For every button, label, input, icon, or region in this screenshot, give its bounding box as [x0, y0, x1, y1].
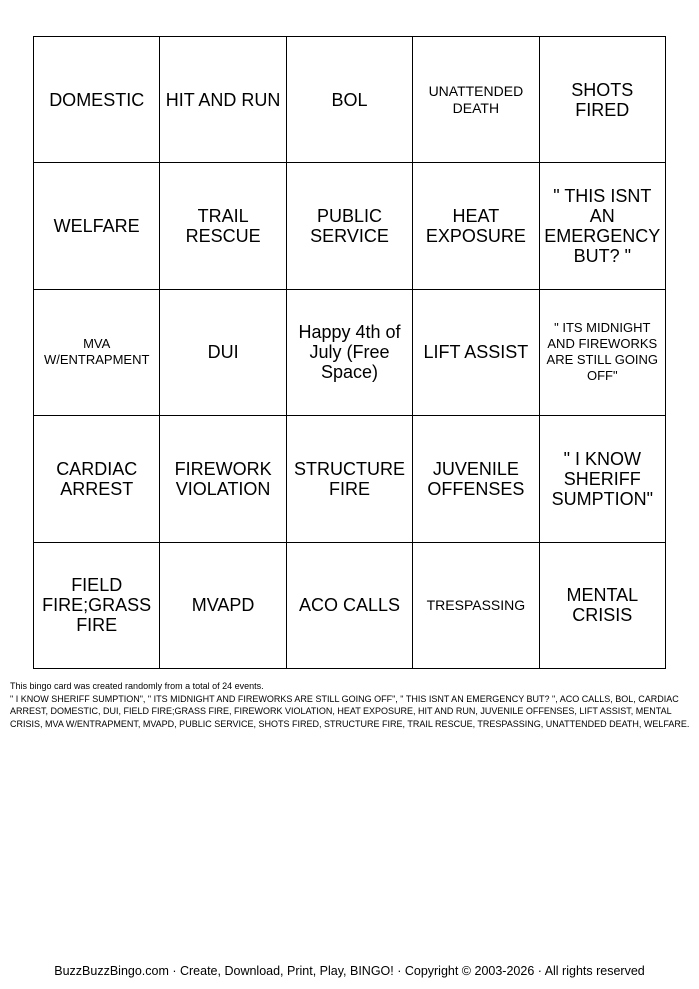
bingo-cell-r1c5: SHOTS FIRED: [540, 37, 666, 163]
event-list: " I KNOW SHERIFF SUMPTION", " ITS MIDNIGHT AND FIREWORKS ARE STILL GOING OFF", " THIS ISNT AN EMERGENCY BUT? ", ACO CALLS, BOL, CARDIAC ARREST, DOMESTIC, DUI, FIELD FIRE;GRASS FIRE, FIREWORK VIOLATION, HEAT EXPOSURE, HIT AND RUN, JUVENILE OFFENSES, LIFT ASSIST, MENTAL CRISIS, MVA W/ENTRAPMENT, MVAPD, PUBLIC SERVICE, SHOTS FIRED, STRUCTURE FIRE, TRAIL RESCUE, TRESPASSING, UNATTENDED DEATH, WELFARE.: [10, 693, 690, 729]
bingo-cell-r4c5: " I KNOW SHERIFF SUMPTION": [540, 416, 666, 542]
bingo-cell-r2c4: HEAT EXPOSURE: [413, 163, 539, 289]
bingo-cell-r2c5: " THIS ISNT AN EMERGENCY BUT? ": [540, 163, 666, 289]
bingo-cell-r2c2: TRAIL RESCUE: [160, 163, 286, 289]
bingo-cell-r4c2: FIREWORK VIOLATION: [160, 416, 286, 542]
event-info: [10, 680, 690, 730]
bingo-cell-r1c3: BOL: [287, 37, 413, 163]
bingo-cell-r1c2: HIT AND RUN: [160, 37, 286, 163]
footer-copyright: BuzzBuzzBingo.com · Create, Download, Print, Play, BINGO! · Copyright © 2003-2026 · All rights reserved: [54, 964, 645, 978]
bingo-grid: [33, 36, 666, 669]
bingo-cell-r3c1: MVA W/ENTRAPMENT: [34, 290, 160, 416]
bingo-cell-r5c1: FIELD FIRE;GRASS FIRE: [34, 543, 160, 669]
event-summary: This bingo card was created randomly from a total of 24 events.: [10, 681, 264, 691]
bingo-cell-r5c5: MENTAL CRISIS: [540, 543, 666, 669]
bingo-cell-r2c1: WELFARE: [34, 163, 160, 289]
bingo-cell-r5c4: TRESPASSING: [413, 543, 539, 669]
bingo-cell-free-space: Happy 4th of July (Free Space): [287, 290, 413, 416]
bingo-cell-r5c3: ACO CALLS: [287, 543, 413, 669]
bingo-cell-r2c3: PUBLIC SERVICE: [287, 163, 413, 289]
bingo-cell-r3c5: " ITS MIDNIGHT AND FIREWORKS ARE STILL GOING OFF": [540, 290, 666, 416]
bingo-cell-r3c4: LIFT ASSIST: [413, 290, 539, 416]
bingo-cell-r5c2: MVAPD: [160, 543, 286, 669]
bingo-cell-r4c1: CARDIAC ARREST: [34, 416, 160, 542]
bingo-cell-r4c3: STRUCTURE FIRE: [287, 416, 413, 542]
bingo-cell-r3c2: DUI: [160, 290, 286, 416]
bingo-cell-r1c4: UNATTENDED DEATH: [413, 37, 539, 163]
bingo-cell-r1c1: DOMESTIC: [34, 37, 160, 163]
bingo-cell-r4c4: JUVENILE OFFENSES: [413, 416, 539, 542]
